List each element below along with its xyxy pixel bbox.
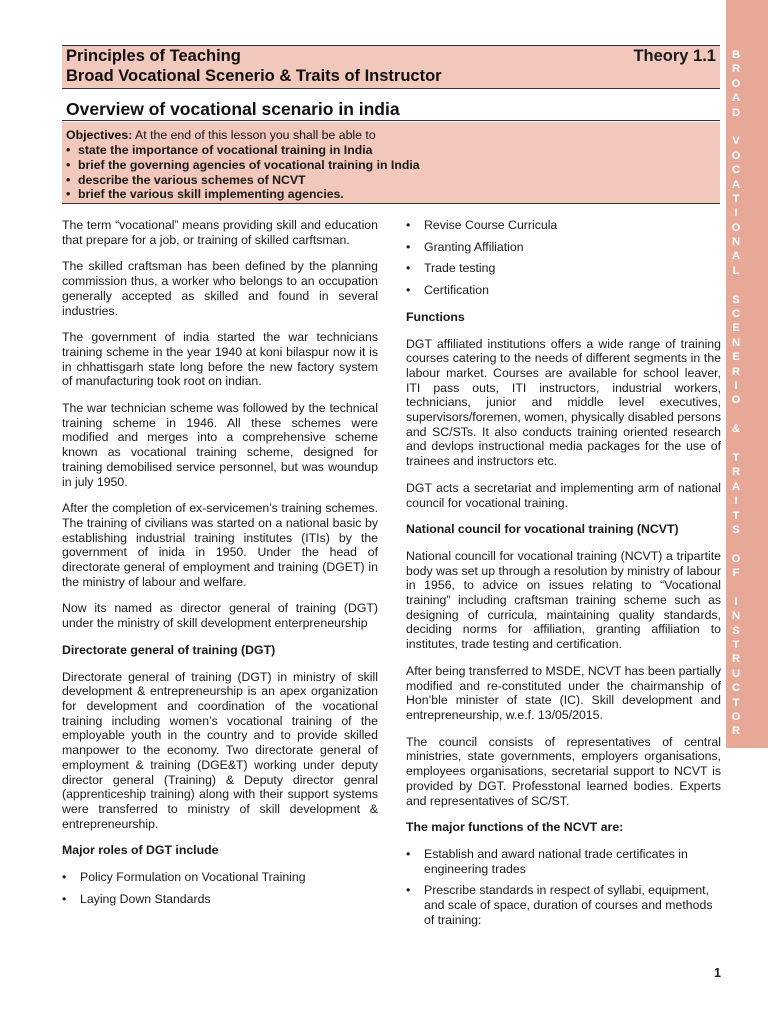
side-tab-letter: I: [734, 379, 738, 392]
objectives-label: Objectives:: [66, 128, 133, 142]
list-item: • Granting Affiliation: [406, 239, 524, 254]
paragraph: After the completion of ex-servicemen’s training schemes. The training of civilians was started on a national basic by establishing industrial training institutes (ITIs) by the government of inida in 1950. Under the head of directorate general of employment and training (DGET) in the ministry of labour and welfare.: [62, 501, 378, 589]
paragraph: After being transferred to MSDE, NCVT has been partially modified and re-constituted under the chairmanship of Hon’ble minister of state (IC). Skill development and entrepreneurship, w.e.f. 13/05/2015.: [406, 663, 721, 722]
side-tab-letter: [728, 408, 744, 422]
side-tab-letter: [728, 437, 744, 451]
objective-item: • brief the governing agencies of vocational training in India: [66, 158, 420, 172]
ncvt-functions-list: [406, 847, 721, 928]
side-tab-letter: O: [731, 149, 741, 162]
left-column: [62, 218, 378, 918]
side-tab-letter: B: [731, 49, 741, 61]
dgt-roles-list: [62, 870, 378, 906]
paragraph: The government of india started the war technicians training scheme in the year 1940 at koni bilaspur now it is in chhattisgarh state long before the new factory system of manufacturing took root on indian.: [62, 330, 378, 389]
side-tab-label: [728, 48, 744, 739]
list-item: • Establish and award national trade certificates in engineering trades: [406, 846, 688, 876]
side-tab-letter: N: [731, 236, 741, 249]
divider: [62, 120, 720, 121]
objectives-intro: [66, 128, 376, 142]
side-tab-letter: E: [732, 351, 740, 364]
side-tab-letter: S: [732, 523, 740, 536]
side-tab-letter: V: [732, 135, 740, 148]
objective-item: • brief the various skill implementing agencies.: [66, 187, 344, 201]
heading-ncvt: National council for vocational training (NCVT): [406, 522, 679, 537]
side-tab-letter: T: [732, 192, 740, 205]
side-tab-letter: R: [731, 466, 741, 479]
side-tab-letter: T: [732, 696, 740, 709]
objective-text: brief the various skill implementing agencies.: [78, 187, 344, 201]
side-tab-letter: N: [731, 610, 741, 623]
paragraph: Now its named as director general of training (DGT) under the ministry of skill development enterpreneurship: [62, 601, 378, 631]
paragraph: Directorate general of training (DGT) in ministry of skill development & entrepreneurship is an apex organization for development and coordination of the vocational training including women’s vocational training of the employable youth in the country and to provide skilled manpower to the economy. Two directorate general of employment & training (DGE&T) working under deputy director general (Training) & Deputy director genral (apprenticeship training) along with their support systems were transferred to ministry of skill development & entrepreneurship.: [62, 669, 378, 831]
page-header: [62, 45, 720, 89]
side-tab-letter: A: [731, 92, 741, 105]
heading-dgt: Directorate general of training (DGT): [62, 642, 276, 657]
list-item: • Revise Course Curricula: [406, 218, 558, 232]
side-tab-letter: R: [731, 365, 741, 378]
side-tab-letter: A: [731, 250, 741, 263]
dgt-roles-list-continued: [406, 218, 721, 298]
paragraph: National councill for vocational training (NCVT) a tripartite body was set up through a resolution by ministry of labour in 1956, to advice on issues relating to “Vocational training” including craftsman training scheme such as designing of curricula, maintaining quality standards, deciding norms for affiliation, granting affiliation to institutes, trade testing and certification.: [406, 548, 721, 652]
side-tab-letter: T: [732, 509, 740, 522]
side-tab-letter: [728, 537, 744, 551]
objectives-box: [62, 122, 720, 204]
list-item-text: Certification: [424, 283, 489, 298]
side-tab-letter: I: [734, 595, 738, 608]
side-tab-letter: [728, 120, 744, 134]
list-item-text: Policy Formulation on Vocational Training: [80, 870, 306, 885]
side-tab-letter: R: [731, 725, 741, 738]
side-tab-letter: O: [731, 710, 741, 723]
side-tab-letter: O: [731, 394, 741, 407]
paragraph: The skilled craftsman has been defined by the planning commission thus, a worker who belongs to an occupation generally accepted as skilled and found in several industries.: [62, 259, 378, 318]
list-item-text: Granting Affiliation: [424, 239, 524, 254]
objective-text: brief the governing agencies of vocational training in India: [78, 158, 420, 172]
side-tab-letter: I: [734, 207, 738, 220]
theory-number: Theory 1.1: [633, 47, 716, 65]
list-item-text: Laying Down Standards: [80, 891, 211, 906]
list-item: • Prescribe standards in respect of syllabi, equipment, and scale of space, duration of courses and methods of training:: [406, 883, 713, 927]
objective-item: • state the importance of vocational training in India: [66, 143, 373, 157]
side-tab-letter: R: [731, 653, 741, 666]
right-column: [406, 218, 721, 939]
heading-dgt-roles: Major roles of DGT include: [62, 843, 219, 858]
side-tab-letter: C: [731, 308, 741, 321]
list-item-text: Revise Course Curricula: [424, 218, 558, 232]
page-number: 1: [714, 966, 721, 980]
paragraph: The war technician scheme was followed by the technical training scheme in 1946. All these schemes were modified and merges into a comprehensive scheme known as vocational training scheme, designed for training demobilised service personnel, but was woundup in july 1950.: [62, 401, 378, 489]
book-title: Principles of Teaching: [66, 47, 241, 65]
list-item-text: Establish and award national trade certificates in engineering trades: [424, 846, 688, 876]
side-tab-letter: C: [731, 164, 741, 177]
side-tab-letter: T: [732, 451, 740, 464]
objectives-intro-text: At the end of this lesson you shall be able to: [132, 128, 376, 142]
objective-text: describe the various schemes of NCVT: [78, 173, 306, 187]
side-tab-letter: [728, 278, 744, 292]
side-tab-letter: C: [731, 682, 741, 695]
section-title: Broad Vocational Scenerio & Traits of Instructor: [66, 67, 442, 85]
lesson-title: Overview of vocational scenario in india: [66, 99, 400, 119]
list-item-text: Trade testing: [424, 261, 496, 276]
side-tab-letter: E: [732, 322, 740, 335]
side-tab-letter: O: [731, 77, 741, 90]
side-tab-letter: T: [732, 639, 740, 652]
paragraph: The council consists of representatives of central ministries, state governments, employers organisations, employees organisations, secretarial support to NCVT is provided by DGT. Professtonal learned bodies. Experts and representatives of SC/ST.: [406, 734, 721, 808]
side-tab-letter: L: [732, 264, 740, 277]
side-tab-letter: U: [731, 667, 741, 680]
list-item: • Trade testing: [406, 261, 496, 276]
side-tab-letter: D: [731, 106, 741, 119]
paragraph: DGT acts a secretariat and implementing arm of national council for vocational training.: [406, 480, 721, 510]
paragraph: The term “vocational” means providing skill and education that prepare for a job, or training of skilled carftsman.: [62, 218, 378, 247]
side-tab-letter: S: [732, 293, 740, 306]
heading-functions: Functions: [406, 309, 465, 324]
list-item: • Certification: [406, 283, 489, 298]
objective-item: • describe the various schemes of NCVT: [66, 173, 306, 187]
side-tab-letter: [728, 580, 744, 594]
side-tab-letter: F: [732, 567, 740, 580]
objective-text: state the importance of vocational training in India: [78, 143, 373, 157]
list-item: • Laying Down Standards: [62, 891, 211, 906]
side-tab-letter: S: [732, 624, 740, 637]
side-tab-letter: R: [731, 63, 741, 76]
list-item-text: Prescribe standards in respect of syllabi, equipment, and scale of space, duration of courses and methods of training:: [424, 883, 713, 927]
side-tab-letter: &: [731, 423, 741, 436]
side-tab-letter: O: [731, 221, 741, 234]
side-tab-letter: O: [731, 552, 741, 565]
side-tab-letter: A: [731, 178, 741, 191]
heading-ncvt-functions: The major functions of the NCVT are:: [406, 820, 624, 835]
paragraph: DGT affiliated institutions offers a wide range of training courses catering to the needs of different segments in the labour market. Courses are available for school leaver, ITI pass outs, ITI instructors, industrial workers, technicians, junior and middle level executives, supervisors/foremen, women, physically disabled persons and SC/STs. It also conducts training oriented research and devlops instructional media packages for the use of trainees and instructors etc.: [406, 336, 721, 469]
side-tab-letter: A: [731, 480, 741, 493]
side-tab-letter: N: [731, 336, 741, 349]
list-item: • Policy Formulation on Vocational Training: [62, 870, 306, 885]
side-tab-letter: I: [734, 495, 738, 508]
